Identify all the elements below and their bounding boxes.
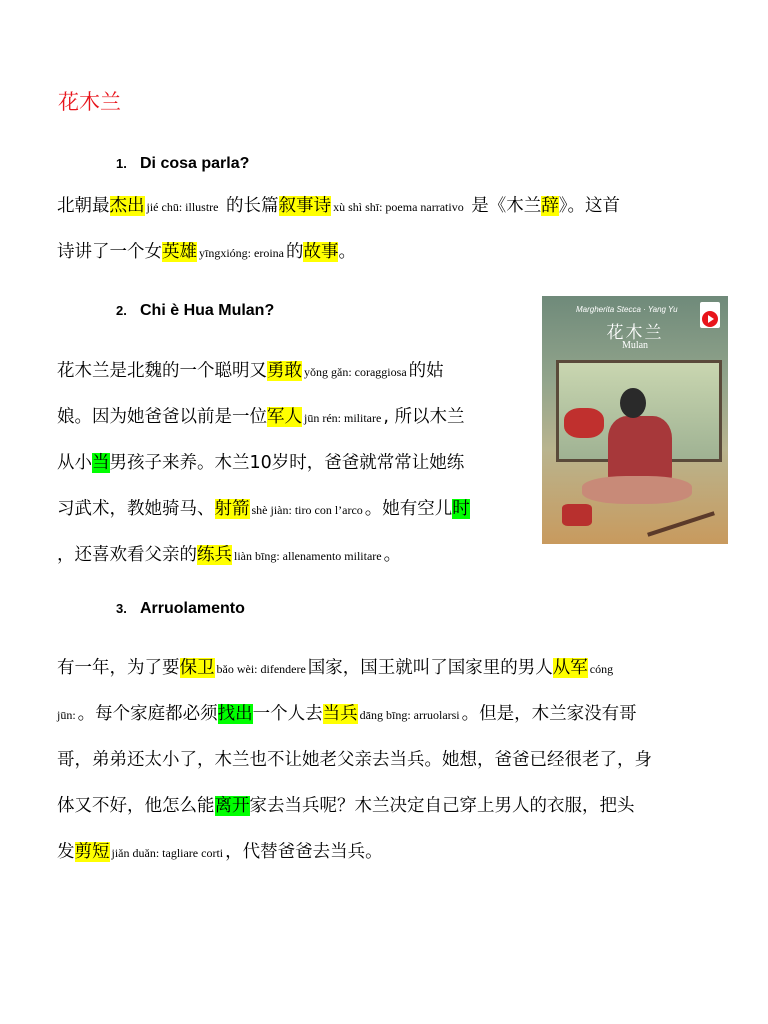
- paragraph-3: [57, 645, 652, 875]
- highlighted-word: 英雄: [162, 242, 197, 262]
- text-line: [57, 645, 652, 691]
- section-title: Di cosa parla?: [140, 155, 250, 172]
- text-run: 体又不好，他怎么能: [57, 796, 215, 816]
- highlighted-word: 剪短: [74, 842, 110, 862]
- highlighted-word: 杰出: [109, 196, 145, 216]
- text-run: 习武术，教她骑马、: [57, 499, 215, 519]
- text-line: [57, 783, 652, 829]
- text-run: 的姑: [408, 361, 444, 381]
- section-number: 2.: [116, 303, 127, 318]
- gloss: xù shì shī: poema narrativo: [333, 200, 464, 214]
- gloss: liàn bīng: allenamento militare: [234, 549, 382, 563]
- text-run: 诗讲了一个女: [57, 242, 162, 262]
- text-line: [57, 691, 652, 737]
- gloss: shè jiàn: tiro con l’arco: [251, 503, 363, 517]
- highlighted-word: 射箭: [214, 499, 250, 519]
- gloss: jūn rén: militare: [304, 411, 382, 425]
- text-run: 一个人去: [252, 704, 323, 724]
- text-run: 的长篇: [220, 196, 279, 216]
- text-line: [57, 829, 652, 875]
- text-line: [57, 486, 470, 532]
- text-run: 。: [338, 242, 356, 262]
- gloss: jiǎn duǎn: tagliare corti: [111, 846, 224, 860]
- text-run: , 所以木兰: [383, 407, 465, 427]
- text-run: 。但是，木兰家没有哥: [461, 704, 637, 724]
- section-number: 3.: [116, 601, 127, 616]
- text-run: ，代替爸爸去当兵。: [225, 842, 383, 862]
- text-run: 国家，国王就叫了国家里的男人: [307, 658, 553, 678]
- gloss: bǎo wèi: difendere: [216, 662, 306, 676]
- text-line: [57, 532, 470, 578]
- highlighted-word: 时: [452, 499, 470, 519]
- section-title: Arruolamento: [140, 600, 245, 617]
- text-run: 。她有空儿: [364, 499, 453, 519]
- text-run: ，还喜欢看父亲的: [57, 545, 197, 565]
- gloss: yǒng gǎn: coraggiosa: [304, 365, 407, 379]
- highlighted-word: 勇敢: [267, 361, 302, 381]
- highlighted-word: 当兵: [322, 704, 358, 724]
- text-line: [57, 348, 470, 394]
- cover-drum-illustration: [564, 408, 604, 438]
- text-run: 的: [285, 242, 304, 262]
- section-heading-2: [116, 302, 274, 320]
- text-run: 男孩子来养。木兰10岁时，爸爸就常常让她练: [109, 453, 465, 473]
- gloss: jié chū: illustre: [146, 200, 219, 214]
- highlighted-word: 当: [92, 453, 110, 473]
- text-run: 是《木兰: [465, 196, 542, 216]
- text-run: 从小: [57, 453, 92, 473]
- text-run: 花木兰是北魏的一个聪明又: [57, 361, 267, 381]
- gloss: jūn:: [57, 708, 76, 722]
- book-cover-image: [542, 296, 728, 544]
- highlighted-word: 辞: [541, 196, 559, 216]
- section-heading-3: [116, 600, 245, 618]
- highlighted-word: 练兵: [197, 545, 232, 565]
- gloss: cóng: [589, 662, 614, 676]
- highlighted-word: 军人: [267, 407, 302, 427]
- highlighted-word: 故事: [303, 242, 339, 262]
- cover-stick-illustration: [647, 511, 715, 536]
- cover-title: 花木兰: [606, 323, 664, 343]
- section-heading-1: [116, 155, 249, 173]
- text-run: 。: [383, 545, 402, 565]
- text-run: 》。这首: [558, 196, 621, 216]
- text-line: [57, 737, 652, 783]
- highlighted-word: 找出: [217, 704, 253, 724]
- text-run: 有一年，为了要: [57, 658, 180, 678]
- paragraph-1: [57, 183, 620, 275]
- text-run: 娘。因为她爸爸以前是一位: [57, 407, 267, 427]
- cover-figure-head: [620, 388, 646, 418]
- audio-badge: [700, 302, 720, 328]
- cover-hat-illustration: [562, 504, 592, 526]
- text-line: [57, 229, 620, 275]
- text-run: 发: [57, 842, 75, 862]
- highlighted-word: 离开: [214, 796, 250, 816]
- gloss: dāng bīng: arruolarsi: [359, 708, 460, 722]
- text-run: 哥，弟弟还太小了，木兰也不让她老父亲去当兵。她想，爸爸已经很老了，身: [57, 750, 652, 770]
- highlighted-word: 保卫: [179, 658, 215, 678]
- text-run: 家去当兵呢？木兰决定自己穿上男人的衣服，把头: [249, 796, 635, 816]
- text-line: [57, 440, 470, 486]
- play-icon: [702, 311, 718, 327]
- paragraph-2: [57, 348, 470, 578]
- text-run: 。每个家庭都必须: [77, 704, 218, 724]
- cover-author: Margherita Stecca · Yang Yu: [576, 305, 678, 314]
- document-title: 花木兰: [58, 90, 121, 114]
- highlighted-word: 从军: [552, 658, 588, 678]
- highlighted-word: 叙事诗: [278, 196, 332, 216]
- cover-figure-legs: [582, 476, 692, 504]
- cover-subtitle: Mulan: [621, 340, 649, 351]
- text-line: [57, 394, 470, 440]
- text-run: 北朝最: [57, 196, 110, 216]
- gloss: yīngxióng: eroina: [199, 246, 284, 260]
- text-line: [57, 183, 620, 229]
- section-title: Chi è Hua Mulan?: [140, 302, 275, 319]
- section-number: 1.: [116, 156, 127, 171]
